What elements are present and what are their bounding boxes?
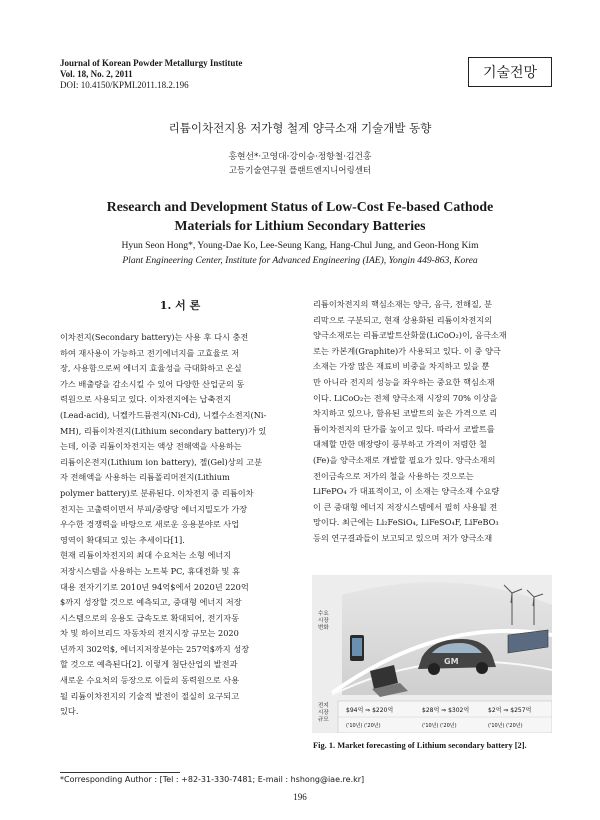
footnote-rule xyxy=(60,772,180,773)
right-column-line: 소재는 가장 많은 재료비 비중을 차지하고 있을 뿐 xyxy=(313,361,490,372)
corresponding-author-footnote: *Corresponding Author : [Tel : +82-31-330-7481; E-mail : hshong@iae.re.kr] xyxy=(60,775,365,784)
right-column-line: 망이다. 최근에는 Li₂FeSiO₄, LiFeSO₄F, LiFeBO₃ xyxy=(313,517,499,528)
korean-authors: 홍현선*·고영대·강이승·정항철·김건홍 xyxy=(228,152,372,162)
english-title-line-1: Research and Development Status of Low-Cost Fe-based Cathode xyxy=(106,199,494,214)
right-column-line: 리튬이차전지의 핵심소재는 양극, 음극, 전해질, 분 xyxy=(313,299,493,309)
english-affiliation: Plant Engineering Center, Institute for Advanced Engineering (IAE), Yongin 449-863, Korea xyxy=(122,255,478,266)
category-tag: 기술전망 xyxy=(468,57,552,87)
right-column-line: (Fe)을 양극소재로 개발할 필요가 있다. 양극소재의 xyxy=(313,454,496,465)
svg-text:전지시장규모: 전지 시장 규모 xyxy=(318,703,329,723)
market-value: $28억 ⇒ $302억 xyxy=(422,707,470,714)
left-column-line: 새로운 수요처의 등장으로 이들의 동력원으로 사용 xyxy=(60,675,240,686)
english-title xyxy=(0,197,600,235)
market-forecast-figure xyxy=(312,575,552,733)
left-column-line: 현재 리튬이차전지의 최대 수요처는 소형 에너지 xyxy=(60,550,232,561)
journal-header xyxy=(60,58,242,91)
figure-caption: Fig. 1. Market forecasting of Lithium secondary battery [2]. xyxy=(313,741,527,750)
left-column-line: 있다. xyxy=(60,706,79,717)
left-column-line: 우수한 경쟁력을 바탕으로 새로운 응용분야로 사업 xyxy=(60,519,240,530)
left-column-line: 대용 전자기기로 2010년 94억$에서 2020년 220억 xyxy=(60,581,249,592)
left-column-line: 장, 사용함으로써 에너지 효율성을 극대화하고 온실 xyxy=(60,363,242,374)
left-column-line: 하여 재사용이 가능하고 전기에너지를 고효율로 저 xyxy=(60,347,240,358)
figure-graphic xyxy=(312,575,552,733)
left-column-line: 저장시스템을 사용하는 노트북 PC, 휴대전화 및 휴 xyxy=(60,565,240,576)
left-column-line: 년까지 302억$, 에너지저장분야는 257억$까지 성장 xyxy=(60,643,250,654)
left-column-line: MH), 리튬이차전지(Lithium secondary battery)가 있 xyxy=(60,425,267,436)
korean-title: 리튬이차전지용 저가형 철계 양극소재 기술개발 동향 xyxy=(168,121,432,135)
right-column-line: 만 아니라 전지의 성능을 좌우하는 중요한 핵심소재 xyxy=(313,376,495,387)
svg-text:수요시장변화: 수요 시장 변화 xyxy=(318,611,329,631)
right-column-line: LiFePO₄ 가 대표적이고, 이 소재는 양극소재 수요량 xyxy=(313,486,500,497)
journal-volume: Vol. 18, No. 2, 2011 xyxy=(60,69,133,79)
right-column-text xyxy=(313,297,554,547)
market-value-years: ('10년) ('20년) xyxy=(488,723,523,729)
right-column-line: 이 큰 중대형 에너지 저장시스템에서 필히 사용될 전 xyxy=(313,501,498,512)
english-title-line-2: Materials for Lithium Secondary Batteries xyxy=(174,218,426,233)
journal-doi: DOI: 10.4150/KPMI.2011.18.2.196 xyxy=(60,80,189,90)
market-value-years: ('10년) ('20년) xyxy=(422,723,457,729)
left-column-line: 력원으로 사용되고 있다. 이차전지에는 납축전지 xyxy=(60,394,232,405)
english-authors: Hyun Seon Hong*, Young-Dae Ko, Lee-Seung Kang, Hang-Chul Jung, and Geon-Hong Kim xyxy=(121,240,479,251)
right-column-line: 차지하고 있으나, 함유된 코발트의 높은 가격으로 리 xyxy=(313,408,498,419)
journal-name: Journal of Korean Powder Metallurgy Institute xyxy=(60,58,243,68)
right-column-line: 전이금속으로 저가의 철을 사용하는 것으로는 xyxy=(313,470,474,481)
right-column-line: 튬이차전지의 단가를 높이고 있다. 따라서 코발트를 xyxy=(313,423,495,434)
left-column-line: 차 및 하이브리드 자동차의 전지시장 규모는 2020 xyxy=(60,628,239,639)
left-column-line: (Lead-acid), 니켈카드뮴전지(Ni-Cd), 니켈수소전지(Ni- xyxy=(60,409,267,420)
market-value: $2억 ⇒ $257억 xyxy=(488,707,532,714)
left-column-line: 이차전지(Secondary battery)는 사용 후 다시 충전 xyxy=(60,332,249,342)
left-column-line: 자 전해액을 사용하는 리튬폴리머전지(Lithium xyxy=(60,472,230,483)
right-column-line: 양극소재로는 리튬코발트산화물(LiCoO₂)이, 음극소재 xyxy=(313,330,507,341)
left-column-line: 영역이 확대되고 있는 추세이다[1]. xyxy=(60,534,185,545)
left-column-line: 는데, 이중 리튬이차전지는 액상 전해액을 사용하는 xyxy=(60,441,242,452)
market-value-years: ('10년) ('20년) xyxy=(346,723,381,729)
right-column-line: 이다. LiCoO₂는 전체 양극소재 시장의 70% 이상을 xyxy=(313,392,498,403)
left-column-line: 될 리튬이차전지의 기술적 발전이 절실히 요구되고 xyxy=(60,690,240,701)
section-heading: 1. 서 론 xyxy=(159,299,201,312)
car-label: GM xyxy=(444,657,459,666)
left-column-line: 리튬이온전지(Lithium ion battery), 젤(Gel)상의 고분 xyxy=(60,456,262,467)
market-value: $94억 ⇒ $220억 xyxy=(346,707,394,714)
left-column-line: $까지 성장할 것으로 예측되고, 중대형 에너지 저장 xyxy=(60,597,242,608)
left-column-text xyxy=(60,330,301,720)
right-column-line: 등의 연구결과들이 보고되고 있으며 저가 양극소재 xyxy=(313,532,493,543)
right-column-line: 리막으로 구분되고, 현재 상용화된 리튬이차전지의 xyxy=(313,314,493,325)
korean-affiliation: 고등기술연구원 플랜트엔지니어링센터 xyxy=(228,166,372,176)
left-column-line: 할 것으로 예측된다[2]. 이렇게 첨단산업의 발전과 xyxy=(60,659,238,670)
left-column-line: 전지는 고출력이면서 부피/중량당 에너지밀도가 가장 xyxy=(60,503,248,514)
page-number: 196 xyxy=(293,792,307,802)
right-column-line: 대체할 만한 매장량이 풍부하고 가격이 저렴한 철 xyxy=(313,439,487,450)
right-column-line: 로는 카본계(Graphite)가 사용되고 있다. 이 중 양극 xyxy=(313,345,501,356)
left-column-line: 시스템으로의 응용도 급속도로 확대되어, 전기자동 xyxy=(60,612,240,623)
left-column-line: 가스 배출량을 감소시킬 수 있어 다양한 산업군의 동 xyxy=(60,378,245,389)
left-column-line: polymer battery)로 분류된다. 이차전지 중 리튬이차 xyxy=(60,487,254,498)
